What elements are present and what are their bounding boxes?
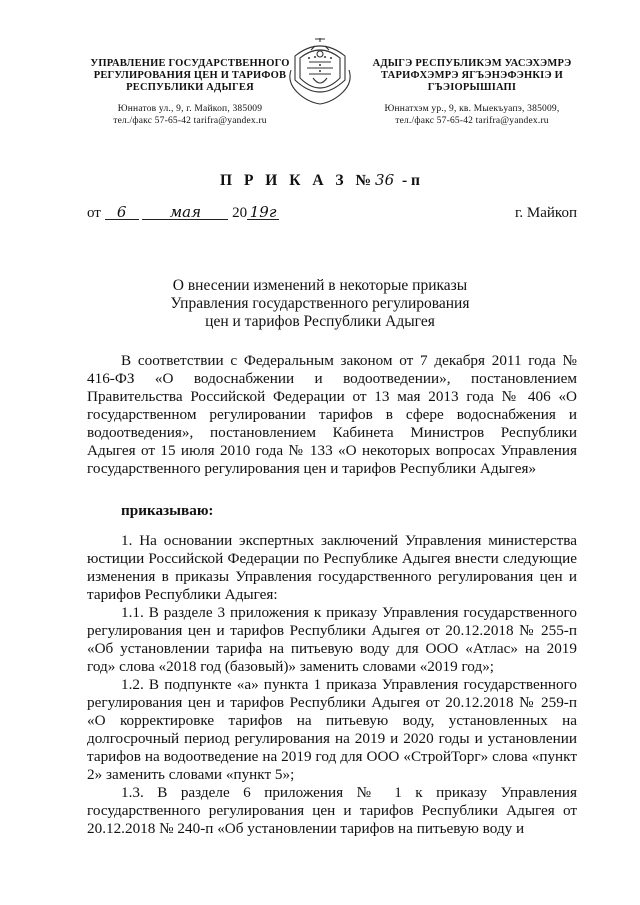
right-org-line-3: ГЪЭIОРЫШIАПI (427, 82, 517, 93)
header-left-organization (80, 58, 300, 127)
left-address: Юннатов ул., 9, г. Майкоп, 385009 (117, 104, 263, 114)
left-org-line-3: РЕСПУБЛИКИ АДЫГЕЯ (126, 82, 254, 93)
preamble-paragraph: В соответствии с Федеральным законом от 7 декабря 2011 года № 416-ФЗ «О водоснабжении и водоотведении», постановлением Правительства Российской Федерации от 13 мая 2013 года № 406 «О государственном регулировании тарифов в сфере водоснабжения и водоотведения», постановлением Кабинета Министров Республики Адыгея от 15 июля 2010 года № 133 «О некоторых вопросах Управления государственного регулирования цен и тарифов Республики Адыгея» (87, 352, 577, 477)
order-number: 36 (375, 171, 395, 189)
order-word: приказываю: (121, 502, 214, 519)
subject-line-2: Управления государственного регулирования (170, 295, 470, 312)
item-paragraph-1-3: 1.3. В разделе 6 приложения № 1 к приказу Управления государственного регулирования цен и тарифов Республики Адыгея от 20.12.2018 № 240-п «Об установлении тарифов на питьевую воду и (87, 784, 577, 837)
left-address-block (80, 103, 300, 127)
coat-of-arms-icon (285, 30, 355, 110)
order-title-label: П Р И К А З № (220, 172, 376, 189)
right-contact: тел./факс 57-65-42 tarifra@yandex.ru (395, 116, 549, 126)
date-line (87, 205, 577, 222)
right-org-line-2: ТАРИФХЭМРЭ ЯГЪЭНЭФЭНКIЭ И (381, 70, 563, 81)
header-right-organization (362, 58, 582, 127)
order-suffix: - п (402, 172, 420, 189)
date-year-suffix: 19г (247, 205, 279, 220)
subject-line-1: О внесении изменений в некоторые приказы (172, 277, 468, 294)
subject-line-3: цен и тарифов Республики Адыгея (205, 313, 435, 330)
left-contact: тел./факс 57-65-42 tarifra@yandex.ru (113, 116, 267, 126)
order-title (0, 171, 640, 190)
date-prefix: от (87, 205, 101, 221)
left-org-line-1: УПРАВЛЕНИЕ ГОСУДАРСТВЕННОГО (90, 58, 290, 69)
right-address: Юннатхэм ур., 9, кв. Мыекъуапэ, 385009, (384, 104, 560, 114)
document-subject (120, 277, 520, 331)
item-paragraph-1-2: 1.2. В подпункте «а» пункта 1 приказа Управления государственного регулирования цен и тарифов Республики Адыгея от 20.12.2018 № 259-п «О корректировке тарифов на питьевую воду, установленных на долгосрочный период регулирования на 2019 и 2020 годы и установлении тарифов на водоотведение на 2019 год для ООО «СтройТорг» слова «пункт 2» заменить словами «пункт 5»; (87, 676, 577, 783)
right-address-block (362, 103, 582, 127)
city-name: г. Майкоп (514, 205, 577, 221)
date-month: мая (142, 205, 228, 220)
item-paragraph-1-1: 1.1. В разделе 3 приложения к приказу Управления государственного регулирования цен и тарифов Республики Адыгея от 20.12.2018 № 255-п «Об установлении тарифа на питьевую воду для ООО «Атлас» на 2019 год» слова «2018 год (базовый)» заменить словами «2019 год»; (87, 604, 577, 675)
right-org-line-1: АДЫГЭ РЕСПУБЛИКЭМ УАСЭХЭМРЭ (372, 58, 572, 69)
document-body (87, 352, 577, 838)
date-day: 6 (105, 205, 139, 220)
date-year-prefix: 20 (232, 205, 248, 221)
left-org-line-2: РЕГУЛИРОВАНИЯ ЦЕН И ТАРИФОВ (93, 70, 287, 81)
item-paragraph-1: 1. На основании экспертных заключений Управления министерства юстиции Российской Федерации по Республике Адыгея внести следующие изменения в приказы Управления государственного регулирования цен и тарифов Республики Адыгея: (87, 532, 577, 603)
